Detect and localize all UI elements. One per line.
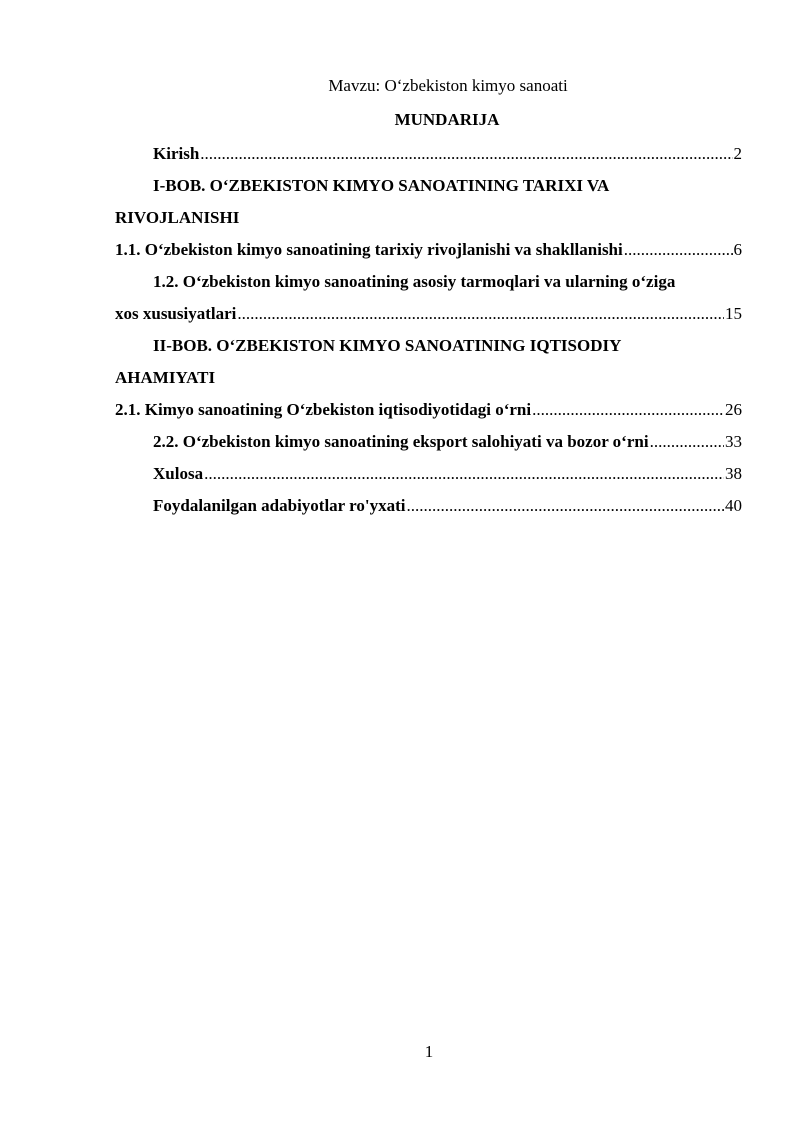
toc-entry-page: 2 bbox=[733, 144, 742, 163]
toc-entry-page: 33 bbox=[725, 432, 742, 451]
toc-entry-title: Xulosa bbox=[153, 464, 204, 483]
toc-chapter-1-line-1[interactable] bbox=[115, 173, 742, 205]
toc-entry-title-continued: xos xususiyatlari bbox=[115, 304, 237, 323]
toc-entry-1-2-line-2[interactable] bbox=[115, 301, 742, 333]
page-number: 1 bbox=[424, 1042, 434, 1061]
toc-dot-leader bbox=[532, 397, 724, 423]
toc-entry-title: 1.2. O‘zbekiston kimyo sanoatining asosiy tarmoqlari va ularning o‘ziga bbox=[153, 272, 676, 291]
toc-entry-title: 2.2. O‘zbekiston kimyo sanoatining eksport salohiyati va bozor o‘rni bbox=[153, 432, 649, 451]
toc-entry-xulosa[interactable] bbox=[115, 461, 742, 493]
toc-chapter-2-line-2[interactable] bbox=[115, 365, 742, 397]
table-of-contents-heading: MUNDARIJA bbox=[394, 110, 500, 129]
toc-dot-leader bbox=[204, 461, 724, 487]
toc-entry-page: 40 bbox=[725, 496, 742, 515]
toc-entry-1-1[interactable] bbox=[115, 237, 742, 269]
toc-chapter-title: II-BOB. O‘ZBEKISTON KIMYO SANOATINING IQTISODIY bbox=[153, 336, 622, 355]
toc-entry-title: Kirish bbox=[153, 144, 200, 163]
toc-entry-title: Foydalanilgan adabiyotlar ro'yxati bbox=[153, 496, 406, 515]
toc-entry-page: 26 bbox=[725, 400, 742, 419]
toc-entry-2-2[interactable] bbox=[115, 429, 742, 461]
toc-dot-leader bbox=[407, 493, 724, 519]
toc-chapter-title-continued: AHAMIYATI bbox=[115, 368, 216, 387]
toc-entry-page: 15 bbox=[725, 304, 742, 323]
toc-entry-title: 2.1. Kimyo sanoatining O‘zbekiston iqtisodiyotidagi o‘rni bbox=[115, 400, 532, 419]
toc-entry-adabiyotlar[interactable] bbox=[115, 493, 742, 525]
toc-chapter-2-line-1[interactable] bbox=[115, 333, 742, 365]
toc-entry-title: 1.1. O‘zbekiston kimyo sanoatining tarixiy rivojlanishi va shakllanishi bbox=[115, 240, 623, 259]
toc-entry-2-1[interactable] bbox=[115, 397, 742, 429]
toc-chapter-title: I-BOB. O‘ZBEKISTON KIMYO SANOATINING TARIXI VA bbox=[153, 176, 610, 195]
toc-dot-leader bbox=[650, 429, 724, 455]
document-topic: Mavzu: O‘zbekiston kimyo sanoati bbox=[328, 76, 568, 95]
toc-chapter-title-continued: RIVOJLANISHI bbox=[115, 208, 240, 227]
toc-dot-leader bbox=[200, 141, 732, 167]
toc-entry-page: 38 bbox=[725, 464, 742, 483]
toc-entry-page: 6 bbox=[733, 240, 742, 259]
toc-chapter-1-line-2[interactable] bbox=[115, 205, 742, 237]
toc-dot-leader bbox=[237, 301, 724, 327]
toc-entry-kirish[interactable] bbox=[115, 141, 742, 173]
toc-dot-leader bbox=[624, 237, 733, 263]
toc-entry-1-2-line-1[interactable] bbox=[115, 269, 742, 301]
table-of-contents bbox=[115, 141, 742, 525]
